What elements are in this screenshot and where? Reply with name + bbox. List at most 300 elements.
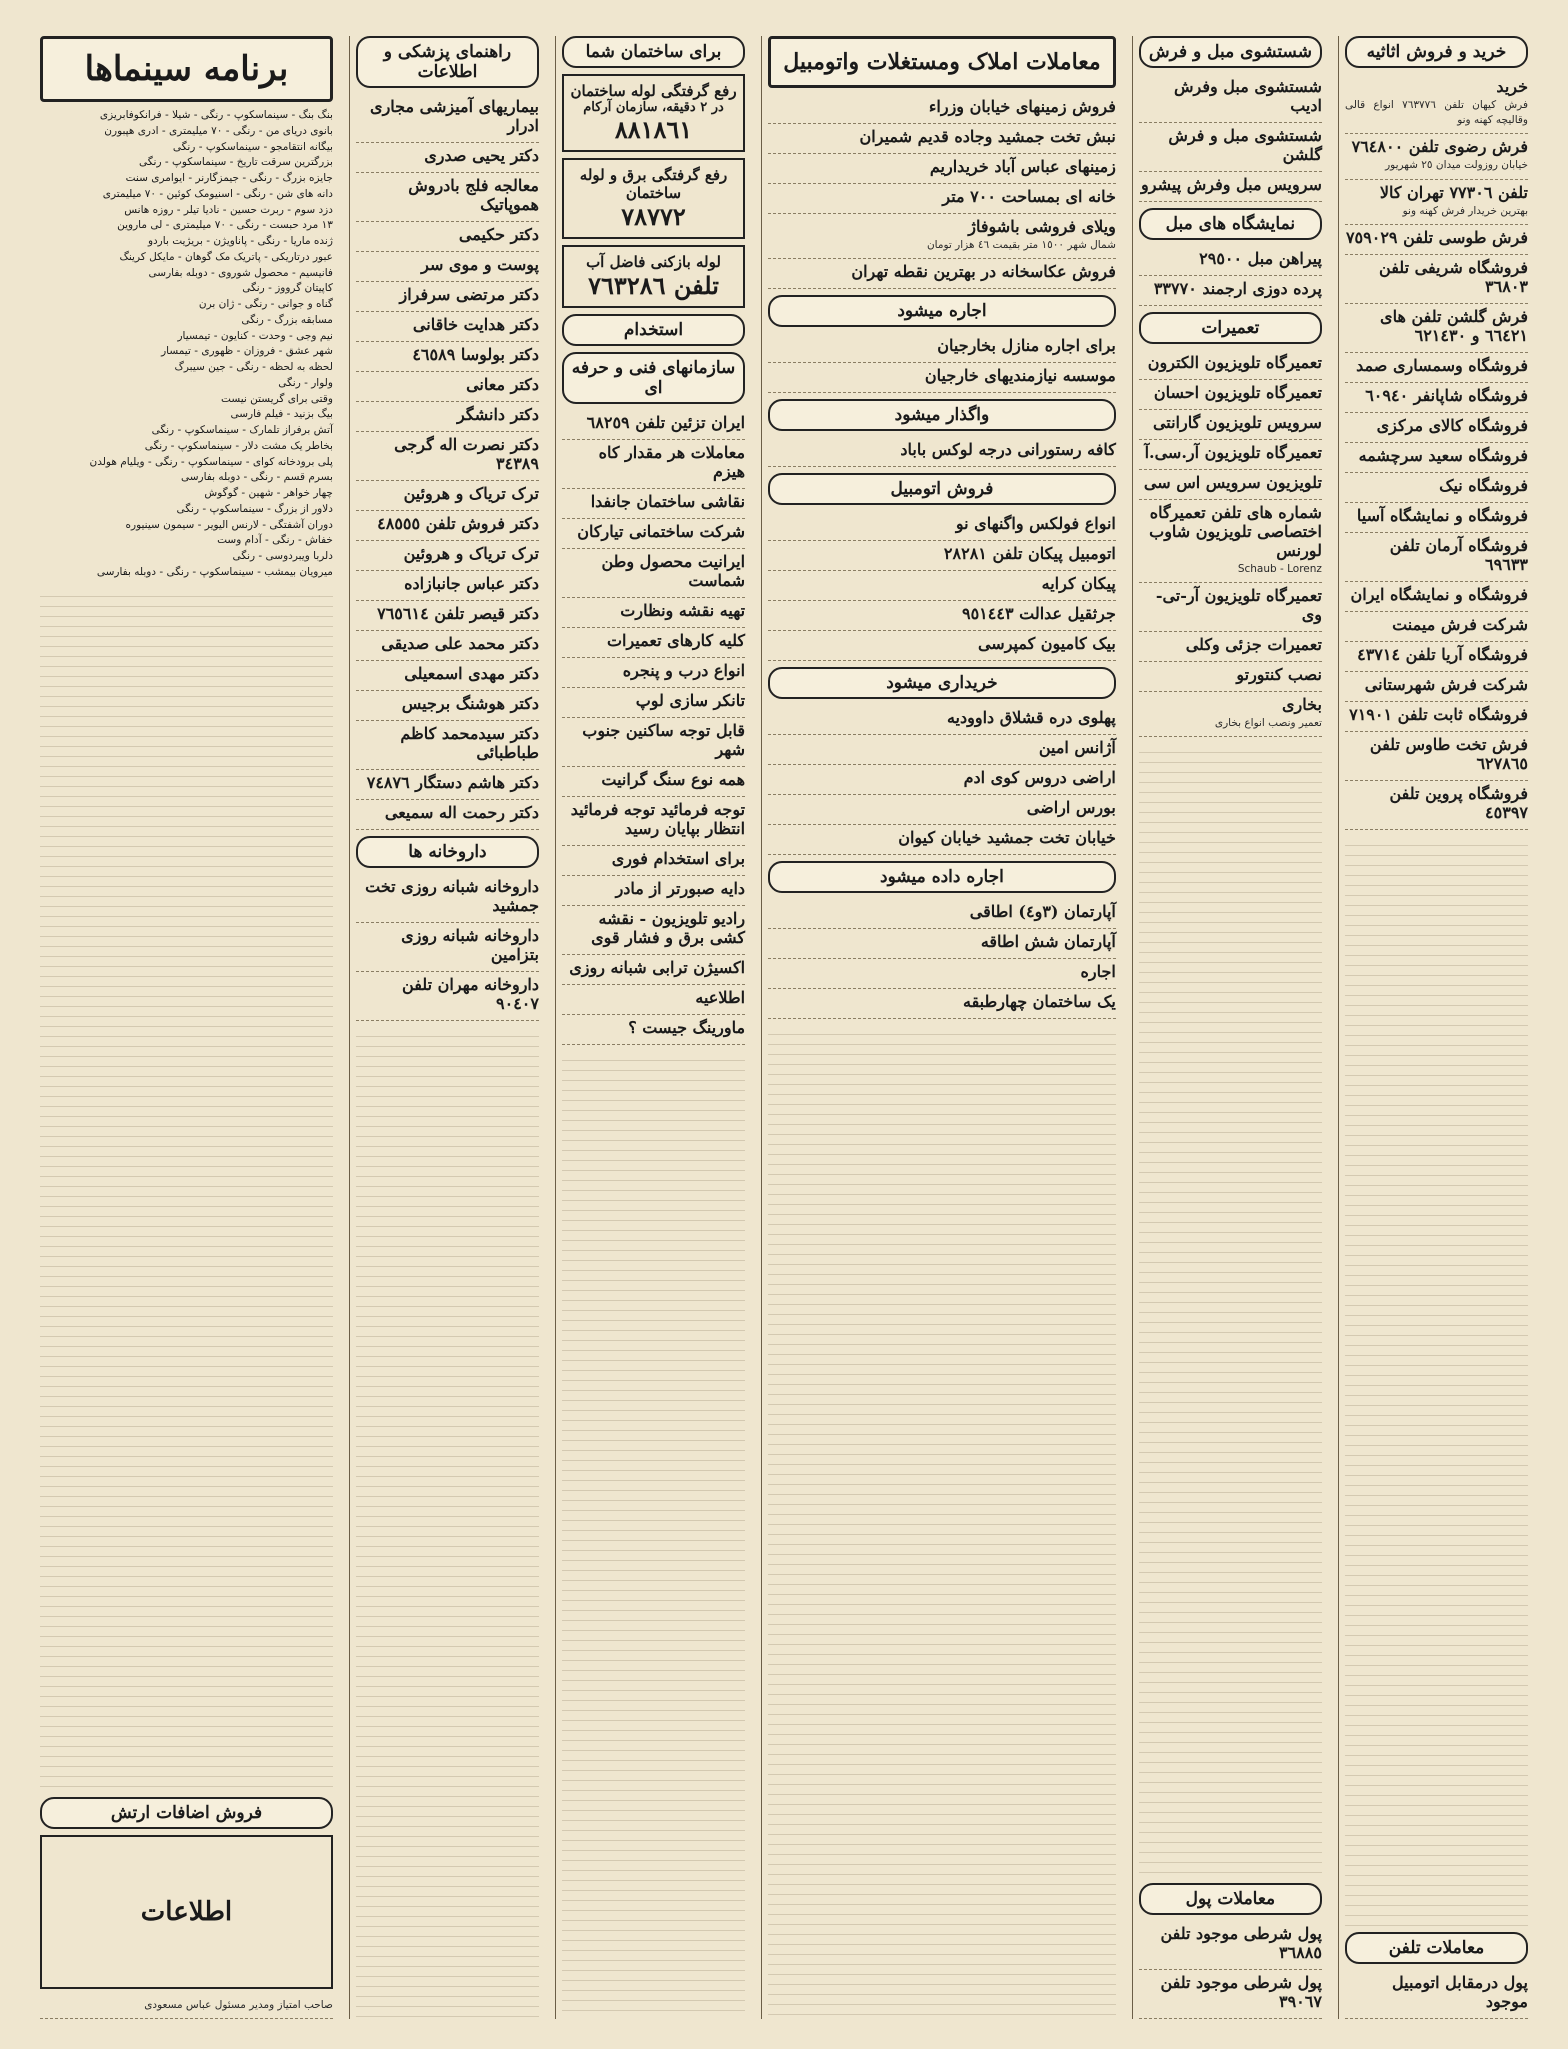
ad <box>1345 1970 1528 2019</box>
ad <box>356 721 539 770</box>
ad <box>356 312 539 342</box>
ad-title: فرش رضوی تلفن ٧٦٤٨٠٠ <box>1351 137 1528 157</box>
ad <box>356 252 539 282</box>
ad-title: فروش عکاسخانه در بهترین نقطه تهران <box>851 262 1116 282</box>
ad-list <box>1345 74 1528 830</box>
ad-list <box>1139 74 1322 202</box>
ad-title: فروشگاه شاپانفر ٦٠٩٤٠ <box>1365 385 1528 405</box>
ad <box>1345 180 1528 225</box>
ad <box>1139 1970 1322 2019</box>
ad-title: فروشگاه ثابت تلفن ٧١٩٠١ <box>1349 704 1528 724</box>
ad-title: دکتر هوشنگ برجیس <box>401 694 539 713</box>
ad <box>562 876 745 906</box>
ad-title: خرید <box>1496 77 1528 96</box>
ad <box>768 929 1116 959</box>
cinema-listing: بزرگترین سرقت تاریخ - سینماسکوپ - رنگی <box>138 156 333 169</box>
ad <box>356 402 539 432</box>
ad-title: اکسیژن ترابی شبانه روزی <box>569 958 746 977</box>
ad-text: Schaub - Lorenz <box>1237 563 1322 575</box>
ad-title: تعمیرات جزئی وکلی <box>1185 635 1322 655</box>
cinema-listing: آتش برفراز تلمارک - سینماسکوپ - رنگی <box>151 424 333 436</box>
cinema-listing: شهر عشق - فروزان - ظهوری - تیمسار <box>161 345 333 358</box>
box-ad-phone: تلفن ٧٦٣٢٨٦ <box>588 271 719 300</box>
section-header: تعمیرات <box>1139 312 1322 344</box>
ad <box>562 489 745 519</box>
ad-title: فروشگاه و نمایشگاه آسیا <box>1356 505 1528 525</box>
ad-title: فروشگاه و نمایشگاه ایران <box>1350 584 1528 604</box>
ad <box>768 184 1116 214</box>
ad-title: شستشوی مبل وفرش ادیب <box>1173 77 1322 115</box>
cinema-listing: دانه های شن - رنگی - اسنیومک کوئین - ٧٠ میلیمتری <box>102 187 333 200</box>
ad <box>356 481 539 511</box>
ad-title: سرویس تلویزیون گارانتی <box>1152 413 1322 432</box>
cinema-listing: عبور درتاریکی - پاتریک مک گوهان - مایکل کرینگ <box>119 250 333 263</box>
ad <box>1345 353 1528 383</box>
ad-title: ویلای فروشی باشوفاژ <box>968 217 1116 236</box>
ad-text: فرش کیهان تلفن ٧٦٣٧٧٦ انواع قالی وقالیچه کهنه ونو <box>1344 99 1528 127</box>
ad-list <box>562 410 745 1045</box>
ad <box>768 765 1116 795</box>
ad <box>1345 672 1528 702</box>
ad <box>768 989 1116 1019</box>
ad-title: آژانس امین <box>1038 738 1116 758</box>
cinema-listing: دلاور از بزرگ - سینماسکوپ - رنگی <box>176 502 333 515</box>
ad-title: خیابان تخت جمشید خیابان کیوان <box>898 828 1116 848</box>
ad <box>768 154 1116 184</box>
ad-title: بیماریهای آمیزشی مجاری ادرار <box>370 97 539 135</box>
ad <box>768 601 1116 631</box>
ad-title: همه نوع سنگ گرانیت <box>601 770 746 789</box>
section-header: اجاره داده میشود <box>768 861 1116 893</box>
ad-title: دکتر حکیمی <box>458 225 539 244</box>
ad <box>768 899 1116 929</box>
ad <box>562 688 745 718</box>
ad-title: معالجه فلج بادروش هموپاتیک <box>408 176 539 214</box>
ad-title: تعمیرگاه تلویزیون الکترون <box>1147 353 1322 372</box>
ad-title: تعمیرگاه تلویزیون آر.سی.آ <box>1144 443 1322 462</box>
ad-title: اراضی دروس کوی ادم <box>963 768 1116 788</box>
ad-title: کافه رستورانی درجه لوکس باباد <box>900 440 1116 460</box>
ad-title: فروشگاه کالای مرکزی <box>1376 415 1528 435</box>
ad-title: فروشگاه وسمساری صمد <box>1356 355 1528 375</box>
section-header: خرید و فروش اثاثیه <box>1345 36 1528 68</box>
ad <box>1345 702 1528 732</box>
ad <box>1345 304 1528 353</box>
cinema-listing: بنگ بنگ - سینماسکوپ - رنگی - شیلا - فرانکوفابریزی <box>99 109 333 121</box>
ad <box>562 985 745 1015</box>
cinema-listing: لحظه به لحظه - رنگی - جین سیبرگ <box>174 361 333 373</box>
ad <box>1139 276 1322 306</box>
section-header: معاملات پول <box>1139 1883 1322 1915</box>
text-filler <box>562 1051 745 2019</box>
cinema-listing: خفاش - رنگی - آدام وست <box>217 534 333 547</box>
box-ad-line: در ٢ دقیقه، سازمان آرکام <box>583 100 724 115</box>
ad <box>562 549 745 598</box>
ad-list <box>356 874 539 1021</box>
section-header: فروش اتومبیل <box>768 473 1116 505</box>
ad-title: دکتر قیصر تلفن ٧٦٥٦١٤ <box>377 604 539 623</box>
ad <box>1345 473 1528 503</box>
ad-title: شستشوی مبل و فرش گلشن <box>1168 126 1322 164</box>
ad-title: پیکان کرایه <box>1041 574 1116 594</box>
ad-list <box>768 705 1116 855</box>
ad <box>356 972 539 1021</box>
ad <box>768 795 1116 825</box>
cinema-listing: کاپیتان گرووز - رنگی <box>242 282 333 295</box>
cinema-listing: میرویان بیمشب - سینماسکوپ - رنگی - دوبله بفارسی <box>96 565 333 578</box>
ad-title: فروشگاه سعید سرچشمه <box>1358 445 1528 465</box>
ad-title: تلویزیون سرویس اس سی <box>1143 473 1322 492</box>
ad-title: ایران تزئین تلفن ٦٨٢٥٩ <box>586 413 746 432</box>
cinema-listing: بانوی دریای من - رنگی - ٧٠ میلیمتری - ادری هپبورن <box>104 124 333 137</box>
ad-title: آپارتمان (٣و٤) اطاقی <box>969 902 1116 922</box>
ad <box>1139 380 1322 410</box>
cinema-listing: گناه و جوانی - رنگی - ژان برن <box>198 298 333 310</box>
ad <box>1345 413 1528 443</box>
ad <box>356 661 539 691</box>
ad <box>1345 582 1528 612</box>
ad <box>768 333 1116 363</box>
ad-title: تهیه نقشه ونظارت <box>620 601 746 620</box>
cinema-listing: چهار خواهر - شهین - گوگوش <box>204 487 333 499</box>
ad-title: پول درمقابل اتومبیل موجود <box>1392 1973 1528 2011</box>
cinema-listing: ١٣ مرد حبست - رنگی - ٧٠ میلیمتری - لی ماروین <box>117 219 333 232</box>
ad <box>356 874 539 923</box>
ad <box>356 372 539 402</box>
ad-title: بورس اراضی <box>1026 798 1116 818</box>
ad-title: پول شرطی موجود تلفن ٣٦٨٨٥ <box>1160 1924 1322 1962</box>
ad-list <box>768 437 1116 467</box>
ad <box>1139 123 1322 172</box>
ad-title: بیک کامیون کمپرسی <box>977 634 1116 654</box>
column-furniture <box>1338 36 1534 2019</box>
ad <box>768 363 1116 393</box>
column-real-estate <box>761 36 1122 2019</box>
ad-title: زمینهای عباس آباد خریداریم <box>929 157 1116 176</box>
ad-title: شرکت فرش شهرستانی <box>1364 674 1528 694</box>
column-cinema <box>34 36 339 2019</box>
ad-title: نصب کنتورتو <box>1236 665 1322 685</box>
ad <box>562 410 745 440</box>
ad <box>1345 383 1528 413</box>
ad-title: ترک تریاک و هروئین <box>403 544 539 563</box>
ad <box>562 440 745 489</box>
ad-title: برای استخدام فوری <box>611 849 746 868</box>
cinema-listing: فانیسیم - محصول شوروی - دوبله بفارسی <box>148 266 333 279</box>
ad-title: نبش تخت جمشید وجاده قدیم شمیران <box>859 127 1116 146</box>
ad-title: قابل توجه ساکنین جنوب شهر <box>582 721 746 759</box>
ad-title: داروخانه شبانه روزی بتزامین <box>401 926 539 964</box>
ad <box>1345 225 1528 255</box>
ad-title: دکتر معانی <box>466 375 539 394</box>
ad <box>356 541 539 571</box>
cinema-listing: پلی برودخانه کوای - سینماسکوپ - رنگی - ویلیام هولدن <box>89 455 333 468</box>
box-ad <box>562 74 745 152</box>
ad-title: رادیو تلویزیون - نقشه کشی برق و فشار قوی <box>591 909 746 947</box>
ad <box>768 541 1116 571</box>
ad <box>356 432 539 481</box>
box-ad-line: لوله بازکنی فاضل آب <box>586 253 721 271</box>
ad-title: فروشگاه نیک <box>1439 475 1528 495</box>
column-building <box>555 36 751 2019</box>
ad-title: دکتر یحیی صدری <box>424 146 539 165</box>
masthead-text: صاحب امتیاز ومدیر مسئول عباس مسعودی <box>144 1998 333 2011</box>
ad <box>1139 74 1322 123</box>
ad <box>562 797 745 846</box>
ad <box>562 628 745 658</box>
ad-title: شماره های تلفن تعمیرگاه اختصاصی تلویزیون شاوب لورنس <box>1149 503 1322 560</box>
cinema-listing: ژنده ماریا - رنگی - پاناویژن - بریژیت باردو <box>147 235 333 247</box>
ad <box>562 1015 745 1045</box>
ad-title: دکتر مرتضی سرفراز <box>399 285 539 304</box>
cinema-listing: جایزه بزرگ - رنگی - جیمزگارنر - ایوامری سنت <box>125 172 333 184</box>
ad-title: فروشگاه پروین تلفن ٤٥٣٩٧ <box>1389 783 1528 822</box>
ad <box>356 601 539 631</box>
ad <box>1345 134 1528 179</box>
box-ad-phone: ٨٨١٨٦١ <box>614 115 693 144</box>
ad-list <box>768 511 1116 661</box>
cinema-listing: دلربا ویبردوسی - رنگی <box>232 550 333 562</box>
ad <box>356 342 539 372</box>
ad <box>1139 410 1322 440</box>
ad-title: توجه فرمائید توجه فرمائید انتظار بپایان رسید <box>570 800 746 838</box>
ad <box>768 705 1116 735</box>
ad <box>768 437 1116 467</box>
ad-title: پوست و موی سر <box>421 255 539 274</box>
section-header: معاملات املاک ومستغلات واتومبیل <box>768 36 1116 88</box>
text-filler <box>356 1027 539 2019</box>
ad-title: دکتر بولوسا ٤٦٥٨٩ <box>412 345 539 364</box>
cinema-listing: مسابقه بزرگ - رنگی <box>241 313 333 326</box>
section-header: شستشوی مبل و فرش <box>1139 36 1322 68</box>
ad-title: برای اجاره منازل بخارجیان <box>937 336 1116 356</box>
column-repairs <box>1132 36 1328 2019</box>
ad <box>1139 1921 1322 1970</box>
ad <box>1139 440 1322 470</box>
cinema-listing: بخاطر یک مشت دلار - سینماسکوپ - رنگی <box>144 439 333 452</box>
ad <box>356 631 539 661</box>
ad <box>768 94 1116 124</box>
ad <box>356 691 539 721</box>
ad-title: پرده دوزی ارجمند ٣٣٧٧٠ <box>1153 279 1322 298</box>
cinema-listing: بیگ بزنید - فیلم فارسی <box>230 408 333 421</box>
ad-title: ایرانیت محصول وطن شماست <box>601 552 746 590</box>
ad-title: تلفن ٧٧٣٠٦ تهران کالا <box>1379 182 1528 202</box>
ad <box>768 959 1116 989</box>
ad <box>1139 172 1322 202</box>
ad-title: دایه صبورتر از مادر <box>615 879 746 898</box>
ad-title: اجاره <box>1080 962 1116 982</box>
ad-title: اطلاعیه <box>695 988 746 1007</box>
ad-title: دکتر محمد علی صدیقی <box>381 634 539 653</box>
ad <box>356 282 539 312</box>
ad-list <box>1139 246 1322 306</box>
cinema-listing: بسرم قسم - رنگی - دوبله بفارسی <box>180 471 333 484</box>
section-header: اجاره میشود <box>768 295 1116 327</box>
ad-title: داروخانه شبانه روزی تخت جمشید <box>365 877 539 915</box>
ad-title: نقاشی ساختمان جانفدا <box>590 492 746 511</box>
ad-title: جرثقیل عدالت ٩٥١٤٤٣ <box>961 604 1116 624</box>
ad <box>1345 443 1528 473</box>
ad-text: خیابان روزولت میدان ٢٥ شهریور <box>1385 159 1528 172</box>
ad <box>1345 781 1528 830</box>
ad <box>562 718 745 767</box>
ad <box>356 222 539 252</box>
ad-list <box>768 333 1116 393</box>
box-ad-phone: ٧٨٧٧٢ <box>621 202 686 231</box>
ad <box>1345 255 1528 304</box>
cinema-listing: ولوار - رنگی <box>278 376 333 389</box>
ad <box>1139 350 1322 380</box>
ad-title: فرش گلشن تلفن های ٦٦٤٢١ و ٦٢١٤٣٠ <box>1380 306 1528 345</box>
masthead <box>40 1995 333 2019</box>
ad <box>1139 662 1322 692</box>
ad-title: دکتر عباس جانبازاده <box>404 574 539 593</box>
ad-title: پهلوی دره قشلاق داوودیه <box>946 708 1116 728</box>
section-header: داروخانه ها <box>356 836 539 868</box>
ad <box>1345 74 1528 134</box>
ad-title: دکتر مهدی اسمعیلی <box>404 664 539 683</box>
ad <box>356 800 539 830</box>
ad-title: سرویس مبل وفرش پیشرو <box>1141 175 1322 194</box>
ad-title: دکتر هاشم دستگار ٧٤٨٧٦ <box>366 773 539 792</box>
ad-title: فروشگاه آرمان تلفن ٦٩٦٣٣ <box>1389 535 1528 574</box>
section-header: نمایشگاه های مبل <box>1139 208 1322 240</box>
section-header: خریداری میشود <box>768 667 1116 699</box>
ad <box>768 631 1116 661</box>
ad-title: تانکر سازی لوپ <box>635 691 746 710</box>
section-header: استخدام <box>562 314 745 346</box>
ad-title: فرش طوسی تلفن ٧٥٩٠٢٩ <box>1345 227 1528 247</box>
section-header: معاملات تلفن <box>1345 1932 1528 1964</box>
ad-title: آپارتمان شش اطاقه <box>980 932 1116 952</box>
ad-title: دکتر نصرت اله گرجی ٣٤٣٨٩ <box>394 435 539 473</box>
box-ad <box>562 158 745 239</box>
ad <box>1139 500 1322 583</box>
ad-list <box>768 94 1116 289</box>
ad <box>356 511 539 541</box>
ad-list <box>356 94 539 830</box>
section-header: راهنمای پزشکی و اطلاعات <box>356 36 539 88</box>
ad <box>1139 632 1322 662</box>
newspaper-logo: اطلاعات <box>40 1835 333 1989</box>
ad <box>768 825 1116 855</box>
ad <box>768 124 1116 154</box>
ad-title: موسسه نیازمندیهای خارجیان <box>924 366 1116 386</box>
ad <box>1139 583 1322 632</box>
section-header: برای ساختمان شما <box>562 36 745 68</box>
cinema-listing: دزد سوم - ربرت حسین - نادیا تیلر - روزه هانس <box>124 203 333 216</box>
ad-list <box>1139 350 1322 737</box>
ad <box>356 770 539 800</box>
ad <box>356 94 539 143</box>
ad <box>562 658 745 688</box>
ad <box>356 571 539 601</box>
ad-title: تعمیرگاه تلویزیون احسان <box>1153 383 1322 402</box>
section-header: سازمانهای فنی و حرفه ای <box>562 352 745 404</box>
ad <box>768 511 1116 541</box>
ad <box>1345 533 1528 582</box>
ad-text: بهترین خریدار فرش کهنه ونو <box>1402 204 1528 217</box>
cinema-listings <box>40 108 333 581</box>
ad <box>356 173 539 222</box>
ad-text: شمال شهر ١٥٠٠ متر بقیمت ٤٦ هزار تومان <box>926 239 1116 251</box>
ad-title: فرش تخت طاوس تلفن ٦٢٧٨٦٥ <box>1369 734 1528 773</box>
ad-title: خانه ای بمساحت ٧٠٠ متر <box>942 187 1116 206</box>
ad-title: اتومبیل پیکان تلفن ٢٨٢٨١ <box>943 544 1116 564</box>
box-ad <box>562 245 745 308</box>
ad <box>1139 470 1322 500</box>
ad <box>1345 503 1528 533</box>
ad <box>768 571 1116 601</box>
ad <box>562 519 745 549</box>
columns <box>34 36 1534 2019</box>
ad-title: فروشگاه شریفی تلفن ٣٦٨٠٣ <box>1379 257 1528 296</box>
ad-title: ماورینگ جیست ؟ <box>628 1018 746 1037</box>
ad <box>562 598 745 628</box>
ad <box>768 735 1116 765</box>
text-filler <box>1139 743 1322 1877</box>
cinema-listing: وقتی برای گریستن نیست <box>221 392 333 405</box>
ad-title: دکتر رحمت اله سمیعی <box>384 803 539 822</box>
ad-title: پول شرطی موجود تلفن ٣٩٠٦٧ <box>1160 1973 1322 2011</box>
ad-title: معاملات هر مقدار کاه هیزم <box>598 443 746 481</box>
ad-title: دکتر دانشگر <box>457 405 539 424</box>
ad <box>562 906 745 955</box>
text-filler <box>1345 836 1528 1926</box>
ad <box>768 259 1116 289</box>
ad-title: بخاری <box>1282 695 1322 715</box>
ad-title: انواع فولکس واگنهای نو <box>955 514 1116 534</box>
box-ad-line: رفع گرفتگی لوله ساختمان <box>570 82 737 100</box>
box-ad-line: رفع گرفتگی برق و لوله ساختمان <box>579 166 728 202</box>
ad <box>1345 732 1528 781</box>
ad <box>1345 612 1528 642</box>
ad <box>1345 642 1528 672</box>
ad-title: تعمیرگاه تلویزیون آر-تی-وی <box>1155 586 1322 625</box>
ad-title: یک ساختمان چهارطبقه <box>962 992 1116 1012</box>
ad <box>562 846 745 876</box>
ad <box>1139 246 1322 276</box>
ad-text: تعمیر ونصب انواع بخاری <box>1214 717 1322 730</box>
ad-title: دکتر سیدمحمد کاظم طباطبائی <box>400 724 539 762</box>
cinema-listing: بیگانه انتقامجو - سینماسکوپ - رنگی <box>172 140 333 153</box>
section-header: فروش اضافات ارتش <box>40 1797 333 1829</box>
text-filler <box>40 587 333 1791</box>
section-header: واگذار میشود <box>768 399 1116 431</box>
column-medical <box>349 36 545 2019</box>
ad-title: ترک تریاک و هروئین <box>403 484 539 503</box>
section-header: برنامه سینماها <box>40 36 333 102</box>
ad-title: پیراهن مبل ٢٩٥٠٠ <box>1199 249 1322 268</box>
ad-list <box>1139 1921 1322 2019</box>
ad <box>1139 692 1322 737</box>
ad-title: داروخانه مهران تلفن ٩٠٤٠٧ <box>402 975 539 1013</box>
ad-title: شرکت ساختمانی تیارکان <box>577 522 746 541</box>
ad <box>562 955 745 985</box>
ad-title: انواع درب و پنجره <box>622 661 746 680</box>
ad-title: فروشگاه آریا تلفن ٤٣٧١٤ <box>1357 644 1528 664</box>
ad <box>356 143 539 173</box>
ad-title: دکتر هدایت خاقانی <box>412 315 539 334</box>
ad-title: فروش زمینهای خیابان وزراء <box>928 97 1116 116</box>
ad-title: دکتر فروش تلفن ٤٨٥٥٥ <box>377 514 539 533</box>
ad-title: کلیه کارهای تعمیرات <box>606 631 746 650</box>
cinema-listing: دوران آشفتگی - لارنس الیویر - سیمون سینیوره <box>125 518 333 531</box>
ad <box>768 214 1116 259</box>
text-filler <box>768 1025 1116 2019</box>
ad <box>356 923 539 972</box>
